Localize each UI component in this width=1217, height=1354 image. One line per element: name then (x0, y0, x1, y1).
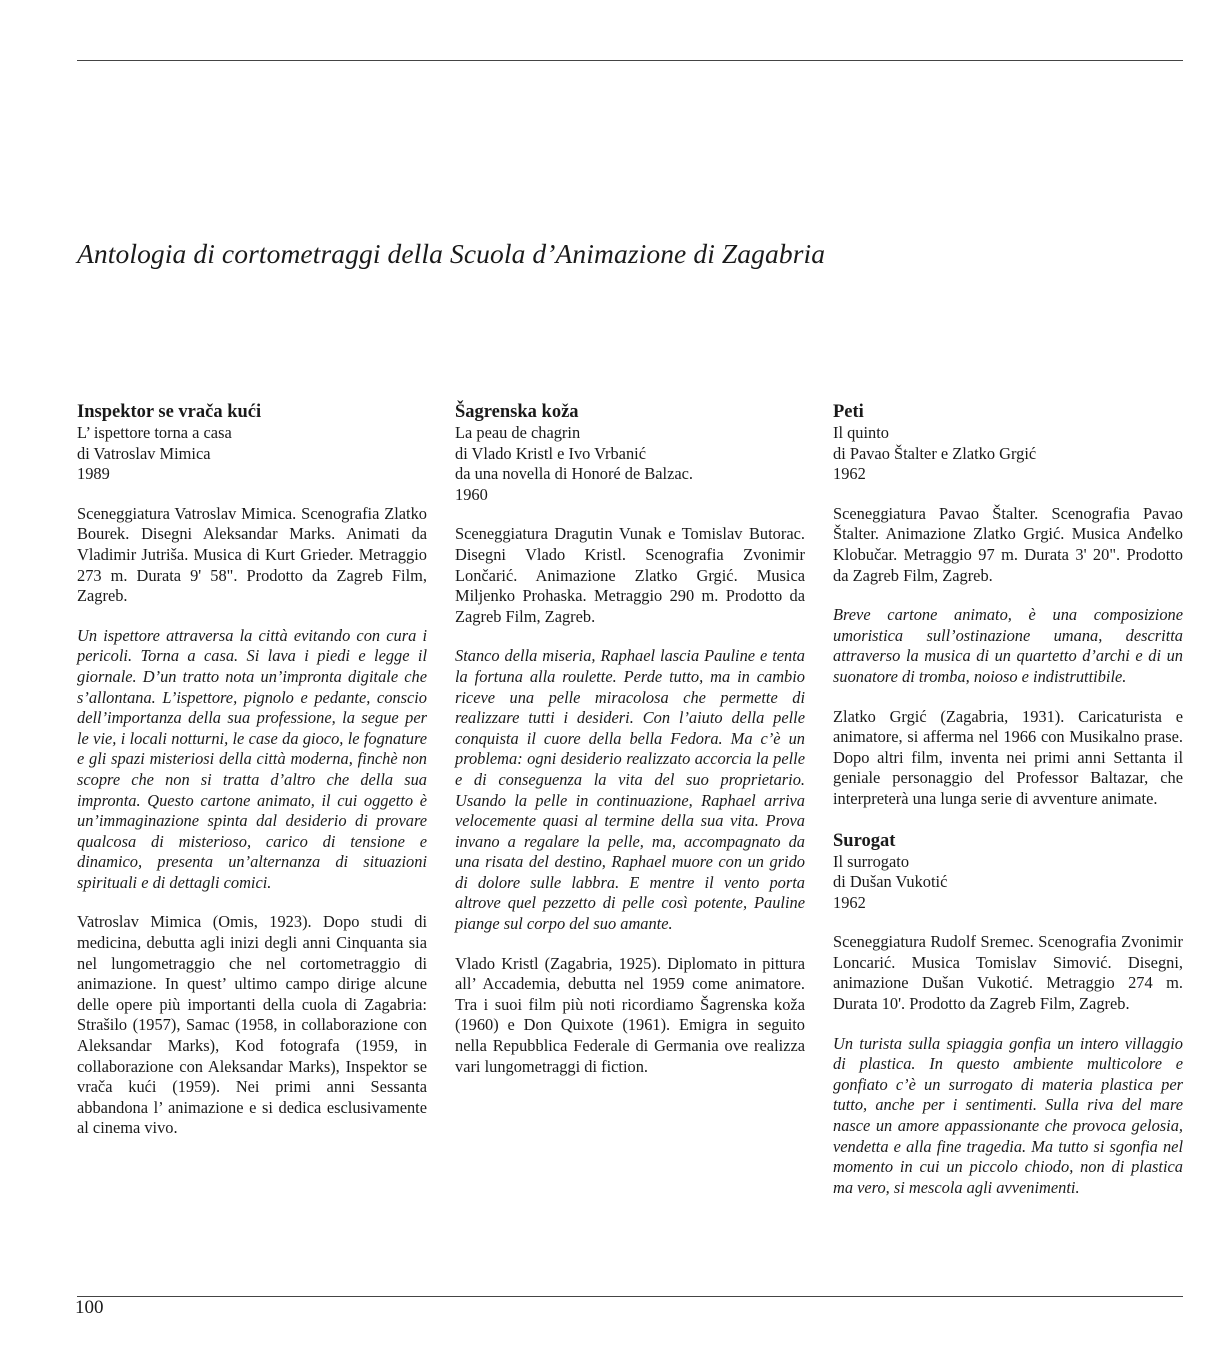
column-2 (455, 401, 805, 1077)
film-header (77, 423, 427, 485)
film-header (833, 423, 1183, 485)
film-header-line: di Vlado Kristl e Ivo Vrbanić (455, 443, 646, 463)
film-header-line: Il quinto (833, 423, 889, 442)
film-header-line: di Pavao Štalter e Zlatko Grgić (833, 443, 1037, 463)
film-synopsis: Stanco della miseria, Raphael lascia Pauline e tenta la fortuna alla roulette. Perde tutto, ma in cambio riceve una pelle miracolosa che permette di realizzare tutti i desideri. Con l’aiuto della pelle conquista il cuore della bella Fedora. Ma c’è un problema: ogni desiderio realizzato accorcia la pelle e di conseguenza la vita del suo proprietario. Usando la pelle in continuazione, Raphael arriva velocemente quasi al termine della sua vita. Prova invano a regalare la pelle, ma, accompagnato da una risata del destino, Raphael muore con un grido di dolore sulle labbra. E mentre il vento porta altrove quel pezzetto di pelle così potente, Pauline piange sul corpo del suo amante. (455, 646, 805, 934)
film-header (833, 852, 1183, 914)
film-header-line: di Dušan Vukotić (833, 872, 948, 892)
film-title: Inspektor se vrača kući (77, 402, 262, 422)
bottom-rule (77, 1296, 1183, 1297)
film-credits: Sceneggiatura Dragutin Vunak e Tomislav Butorac. Disegni Vlado Kristl. Scenografia Zvonimir Lončarić. Animazione Zlatko Grgić. Musica Miljenko Prohaska. Metraggio 290 m. Prodotto da Zagreb Film, Zagreb. (455, 524, 805, 626)
film-header-line: 1960 (455, 484, 488, 504)
director-bio: Vlado Kristl (Zagabria, 1925). Diplomato in pittura all’ Accademia, debutta nel 1959 come animatore. Tra i suoi film più noti ricordiamo Šagrenska koža (1960) e Don Quixote (1961). Emigra in seguito nella Repubblica Federale di Germania ove realizza vari lungometraggi di fiction. (455, 953, 805, 1076)
film-title: Surogat (833, 830, 896, 851)
director-bio: Vatroslav Mimica (Omis, 1923). Dopo studi di medicina, debutta agli inizi degli anni Cinquanta sia nel lungometraggio che nel cortometraggio di animazione. In quest’ ultimo campo dirige alcune delle opere più importanti della cuola di Zagabria: Strašilo (1957), Samac (1958, in collaborazione con Aleksandar Marks), Kod fotografa (1959, in collaborazione con Aleksandar Marks), Inspektor se vrača kući (1959). Nei primi anni Sessanta abbandona l’ animazione e si dedica esclusivamente al cinema vivo. (77, 912, 427, 1138)
page-title: Antologia di cortometraggi della Scuola d’Animazione di Zagabria (77, 238, 826, 269)
film-title: Šagrenska koža (455, 402, 579, 422)
film-title: Peti (833, 402, 864, 422)
film-header-line: Il surrogato (833, 851, 910, 871)
film-synopsis: Breve cartone animato, è una composizione umoristica sull’ostinazione umana, descritta attraverso la musica di un quartetto d’archi e di un suonatore di tromba, noioso e indistruttibile. (833, 605, 1183, 686)
film-header-line: 1962 (833, 464, 866, 484)
film-header-line: da una novella di Honoré de Balzac. (455, 464, 694, 484)
film-credits: Sceneggiatura Pavao Štalter. Scenografia Pavao Štalter. Animazione Zlatko Grgić. Musica Anđelko Klobučar. Metraggio 97 m. Durata 3' 20". Prodotto da Zagreb Film, Zagreb. (833, 503, 1183, 585)
film-credits: Sceneggiatura Rudolf Sremec. Scenografia Zvonimir Loncarić. Musica Tomislav Simović. Disegni, animazione Dušan Vukotić. Metraggio 274 m. Durata 10'. Prodotto da Zagreb Film, Zagreb. (833, 932, 1183, 1014)
page-number: 100 (75, 1297, 104, 1318)
film-header-line: La peau de chagrin (455, 423, 581, 442)
column-1 (77, 401, 427, 1139)
film-header (455, 423, 805, 505)
film-synopsis: Un ispettore attraversa la città evitando con cura i pericoli. Torna a casa. Si lava i piedi e legge il giornale. D’un tratto nota un’impronta digitale che s’allontana. L’ispettore, pignolo e pedante, conscio dell’importanza della sua professione, la segue per le vie, i locali notturni, le case da gioco, le fognature e gli spazi misteriosi della città moderna, finchè non scopre che non si tratta d’altro che della sua impronta. Questo cartone animato, il cui oggetto è un’immaginazione spinta dal desiderio di provare qualcosa di misterioso, carico di tensione e dinamico, presenta un’alternanza di situazioni spirituali e di dettagli comici. (77, 625, 427, 892)
film-entry (833, 401, 1183, 810)
film-entry (833, 830, 1183, 1199)
column-3 (833, 401, 1183, 1198)
film-synopsis: Un turista sulla spiaggia gonfia un intero villaggio di plastica. In questo ambiente multicolore e gonfiato c’è un surrogato di materia plastica per tutto, anche per i sentimenti. Sulla riva del mare nasce un amore appassionante che provoca gelosia, vendetta e alla fine tragedia. Ma tutto si sgonfia nel momento in cui un piccolo chiodo, non di plastica ma vero, si mescola agli avvenimenti. (833, 1033, 1183, 1197)
film-header-line: di Vatroslav Mimica (77, 443, 211, 463)
film-header-line: 1962 (833, 892, 866, 912)
top-rule (77, 60, 1183, 61)
film-entry (77, 401, 427, 1139)
director-bio: Zlatko Grgić (Zagabria, 1931). Caricaturista e animatore, si afferma nel 1966 con Musikalno prase. Dopo altri film, inventa nei primi anni Settanta il geniale personaggio del Professor Baltazar, che interpreterà una lunga serie di avventure animate. (833, 706, 1183, 808)
film-credits: Sceneggiatura Vatroslav Mimica. Scenografia Zlatko Bourek. Disegni Aleksandar Marks. Animati da Vladimir Jutriša. Musica di Kurt Grieder. Metraggio 273 m. Durata 9' 58". Prodotto da Zagreb Film, Zagreb. (77, 503, 427, 606)
film-header-line: 1989 (77, 464, 110, 484)
film-entry (455, 401, 805, 1077)
film-header-line: L’ ispettore torna a casa (77, 423, 232, 442)
